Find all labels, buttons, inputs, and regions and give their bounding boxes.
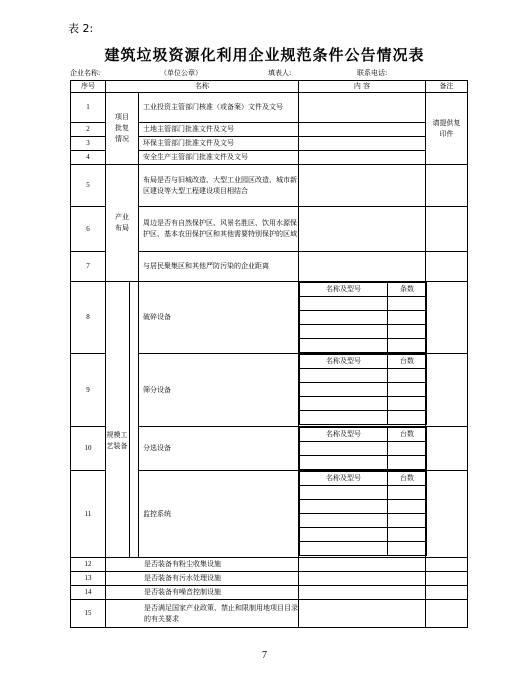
sub-cell[interactable] xyxy=(388,397,427,411)
row-number: 15 xyxy=(71,600,106,628)
sub-header-model: 名称及型号 xyxy=(300,428,388,442)
sub-cell[interactable] xyxy=(300,456,388,470)
row-number: 6 xyxy=(71,207,106,252)
row-name: 筛分设备 xyxy=(139,354,299,427)
sub-header-model: 名称及型号 xyxy=(300,283,388,297)
row-name: 是否满足国家产业政策、禁止和限制用地项目目录的有关要求 xyxy=(106,600,299,628)
sub-cell[interactable] xyxy=(300,369,388,383)
sub-cell[interactable] xyxy=(388,514,427,528)
row-number: 3 xyxy=(71,137,106,151)
content-cell[interactable] xyxy=(299,572,426,586)
sub-cell[interactable] xyxy=(300,311,388,325)
table-label: 表 2: xyxy=(68,22,94,35)
sub-cell[interactable] xyxy=(300,339,388,353)
row-number: 13 xyxy=(71,572,106,586)
sub-cell[interactable] xyxy=(300,397,388,411)
row-number: 1 xyxy=(71,93,106,123)
content-cell[interactable] xyxy=(299,586,426,600)
col-header-remark: 备注 xyxy=(426,81,468,93)
sub-header-count: 台数 xyxy=(388,428,427,442)
row-number: 7 xyxy=(71,252,106,282)
remark-cell[interactable] xyxy=(426,354,468,427)
sub-header-count: 条数 xyxy=(388,283,427,297)
sub-cell[interactable] xyxy=(388,383,427,397)
sub-cell[interactable] xyxy=(300,442,388,456)
remark-cell[interactable] xyxy=(426,600,468,628)
remark-cell[interactable] xyxy=(426,471,468,558)
content-cell[interactable] xyxy=(299,165,426,207)
remark-cell[interactable] xyxy=(426,558,468,572)
sub-cell[interactable] xyxy=(300,500,388,514)
row-name: 工业投资主管部门核准（或备案）文件及文号 xyxy=(139,93,299,123)
report-table xyxy=(70,80,468,628)
sub-cell[interactable] xyxy=(388,486,427,500)
row-name: 土地主管部门批准文件及文号 xyxy=(139,123,299,137)
table-row xyxy=(71,586,468,600)
row-number: 14 xyxy=(71,586,106,600)
remark-note: 请提供复印件 xyxy=(426,93,468,165)
row-name: 与居民聚集区和其他严防污染的企业距离 xyxy=(139,252,299,282)
row-number: 8 xyxy=(71,282,106,354)
equipment-subtable-cell xyxy=(299,471,426,558)
row-number: 9 xyxy=(71,354,106,427)
content-cell[interactable] xyxy=(299,252,426,282)
sub-cell[interactable] xyxy=(388,339,427,353)
row-number: 2 xyxy=(71,123,106,137)
sub-cell[interactable] xyxy=(300,325,388,339)
row-number: 5 xyxy=(71,165,106,207)
remark-cell[interactable] xyxy=(426,572,468,586)
table-row xyxy=(71,600,468,628)
row-name: 是否装备有粉尘收集设施 xyxy=(106,558,299,572)
remark-cell[interactable] xyxy=(426,282,468,354)
company-label: 企业名称: xyxy=(70,69,101,77)
equipment-blank-cell xyxy=(106,282,130,558)
table-row xyxy=(71,165,468,207)
equipment-subtable xyxy=(299,354,427,425)
content-cell[interactable] xyxy=(299,151,426,165)
page-title: 建筑垃圾资源化利用企业规范条件公告情况表 xyxy=(104,46,425,64)
remark-cell[interactable] xyxy=(426,252,468,282)
content-cell[interactable] xyxy=(299,558,426,572)
phone-label: 联系电话: xyxy=(357,69,388,77)
table-row xyxy=(71,572,468,586)
sub-cell[interactable] xyxy=(388,500,427,514)
sub-cell[interactable] xyxy=(300,486,388,500)
sub-header-model: 名称及型号 xyxy=(300,355,388,369)
row-name: 环保主管部门批准文件及文号 xyxy=(139,137,299,151)
content-cell[interactable] xyxy=(299,93,426,123)
sub-cell[interactable] xyxy=(388,325,427,339)
col-header-name: 名称 xyxy=(106,81,299,93)
sub-cell[interactable] xyxy=(388,411,427,425)
col-header-content: 内 容 xyxy=(299,81,426,93)
row-name: 是否装备有噪音控制设施 xyxy=(106,586,299,600)
sub-cell[interactable] xyxy=(388,456,427,470)
table-row xyxy=(71,282,468,354)
page-number: 7 xyxy=(262,650,267,661)
sub-cell[interactable] xyxy=(388,442,427,456)
equipment-subtable-cell xyxy=(299,354,426,427)
content-cell[interactable] xyxy=(299,137,426,151)
group-label-equipment-text: 规模工艺装备 xyxy=(106,431,128,450)
remark-cell[interactable] xyxy=(426,207,468,252)
sub-cell[interactable] xyxy=(300,297,388,311)
sub-cell[interactable] xyxy=(300,542,388,556)
group-label-approval: 项目批复情况 xyxy=(106,93,139,165)
seal-label: （单位公章） xyxy=(160,69,202,77)
equipment-subtable xyxy=(299,427,427,470)
content-cell[interactable] xyxy=(299,600,426,628)
sub-cell[interactable] xyxy=(388,542,427,556)
remark-cell[interactable] xyxy=(426,165,468,207)
row-number: 12 xyxy=(71,558,106,572)
content-cell[interactable] xyxy=(299,123,426,137)
row-name: 监控系统 xyxy=(139,471,299,558)
table-header-row xyxy=(71,81,468,93)
filler-label: 填表人: xyxy=(268,69,292,77)
group-label-equipment xyxy=(130,282,139,558)
sub-header-model: 名称及型号 xyxy=(300,472,388,486)
sub-cell[interactable] xyxy=(300,411,388,425)
sub-cell[interactable] xyxy=(388,297,427,311)
equipment-subtable-cell xyxy=(299,427,426,471)
col-header-no: 序号 xyxy=(71,81,106,93)
sub-header-count: 台数 xyxy=(388,472,427,486)
equipment-subtable-cell xyxy=(299,282,426,354)
sub-header-count: 台数 xyxy=(388,355,427,369)
content-cell[interactable] xyxy=(299,207,426,252)
row-number: 10 xyxy=(71,427,106,471)
remark-cell[interactable] xyxy=(426,427,468,471)
row-name: 布局是否与旧城改造、大型工业园区改造、城市新区建设等大型工程建设项目相结合 xyxy=(139,165,299,207)
row-number: 4 xyxy=(71,151,106,165)
row-name: 是否装备有污水处理设施 xyxy=(106,572,299,586)
equipment-subtable xyxy=(299,471,427,556)
sub-cell[interactable] xyxy=(388,528,427,542)
table-row xyxy=(71,558,468,572)
equipment-subtable xyxy=(299,282,427,353)
sub-cell[interactable] xyxy=(300,383,388,397)
row-number: 11 xyxy=(71,471,106,558)
table-row xyxy=(71,93,468,123)
sub-cell[interactable] xyxy=(388,369,427,383)
sub-cell[interactable] xyxy=(300,514,388,528)
row-name: 安全生产主管部门批准文件及文号 xyxy=(139,151,299,165)
remark-cell[interactable] xyxy=(426,586,468,600)
row-name: 破碎设备 xyxy=(139,282,299,354)
group-label-layout: 产业布局 xyxy=(106,165,139,282)
sub-cell[interactable] xyxy=(300,528,388,542)
row-name: 分选设备 xyxy=(139,427,299,471)
row-name: 周边是否有自然保护区、风景名胜区、饮用水源保护区、基本农田保护区和其他需要特别保护的区域 xyxy=(139,207,299,252)
sub-cell[interactable] xyxy=(388,311,427,325)
